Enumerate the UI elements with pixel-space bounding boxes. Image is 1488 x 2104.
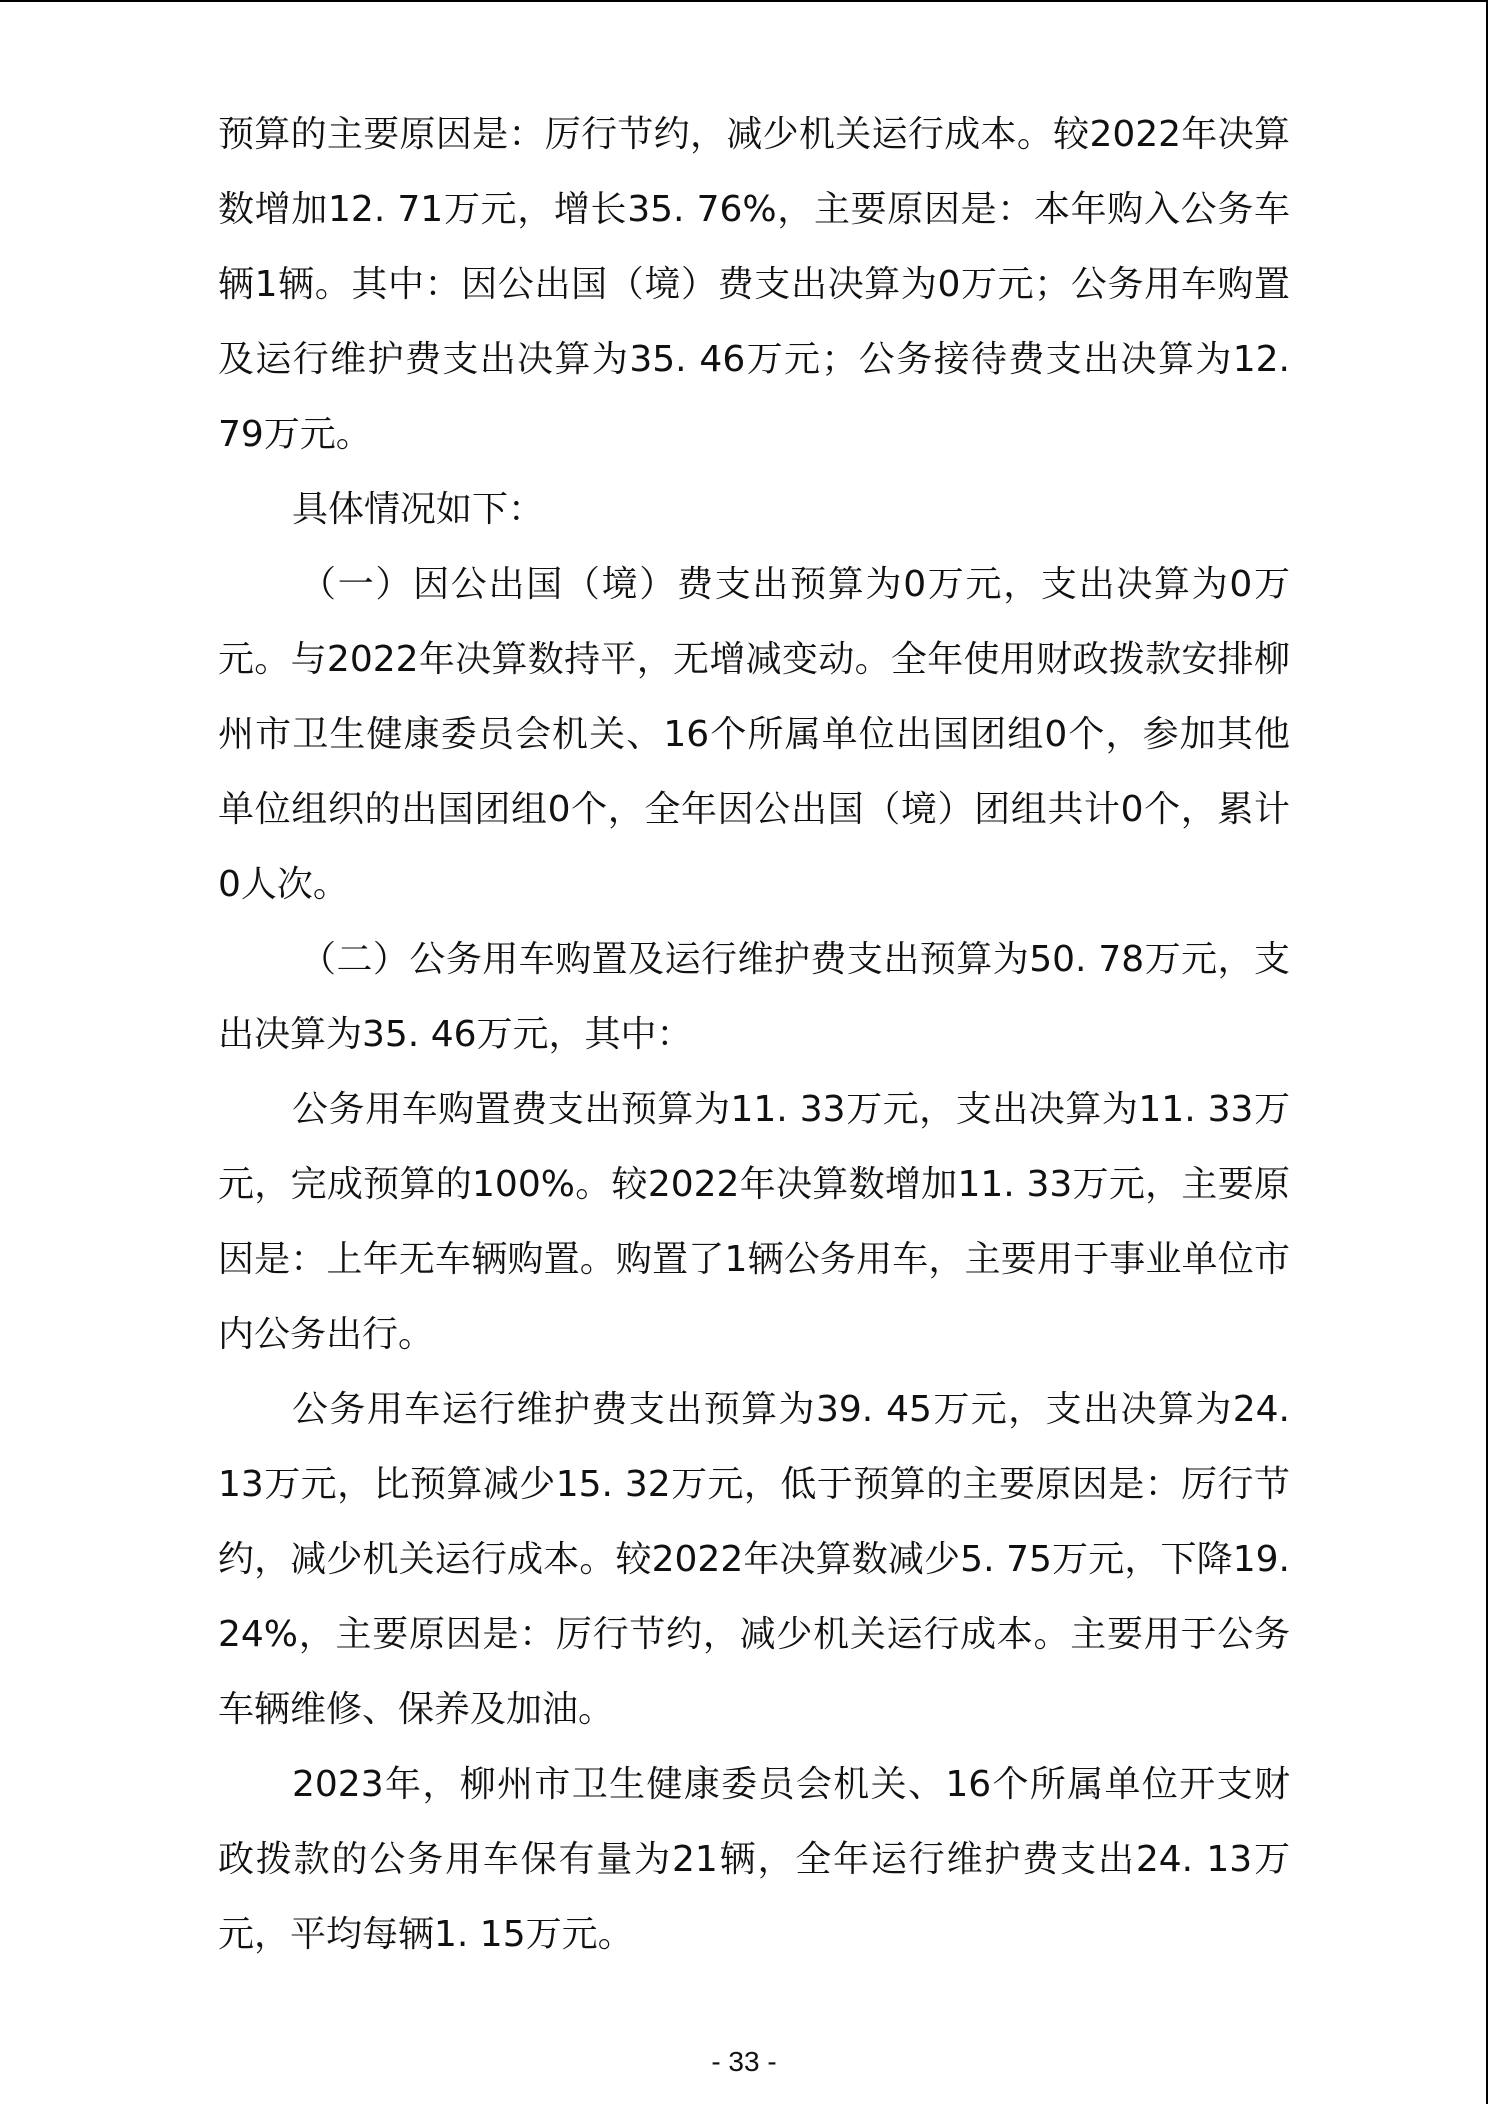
paragraph-overseas-travel: （一）因公出国（境）费支出预算为0万元，支出决算为0万元。与2022年决算数持平，无增减变动。全年使用财政拨款安排柳州市卫生健康委员会机关、16个所属单位出国团组0个，参加其他单位组织的出国团组0个，全年因公出国（境）团组共计0个，累计0人次。	[218, 564, 1290, 905]
paragraph-vehicle-purchase: 公务用车购置费支出预算为11. 33万元，支出决算为11. 33万元，完成预算的100%。较2022年决算数增加11. 33万元，主要原因是：上年无车辆购置。购置了1辆公务用车，主要用于事业单位市内公务出行。	[218, 1089, 1290, 1355]
body-text	[218, 97, 1290, 1972]
paragraph-details-intro: 具体情况如下：	[292, 489, 545, 530]
page-number: - 33 -	[711, 2046, 777, 2077]
paragraph-vehicle-expenses: （二）公务用车购置及运行维护费支出预算为50. 78万元，支出决算为35. 46万元，其中：	[218, 939, 1290, 1055]
paragraph-vehicle-maintenance: 公务用车运行维护费支出预算为39. 45万元，支出决算为24. 13万元，比预算减少15. 32万元，低于预算的主要原因是：厉行节约，减少机关运行成本。较2022年决算数减少5. 75万元，下降19. 24%，主要原因是：厉行节约，减少机关运行成本。主要用于公务车辆维修、保养及加油。	[218, 1389, 1290, 1730]
paragraph-vehicle-fleet: 2023年，柳州市卫生健康委员会机关、16个所属单位开支财政拨款的公务用车保有量为21辆，全年运行维护费支出24. 13万元，平均每辆1. 15万元。	[218, 1764, 1290, 1955]
paragraph-continuation: 预算的主要原因是：厉行节约，减少机关运行成本。较2022年决算数增加12. 71万元，增长35. 76%，主要原因是：本年购入公务车辆1辆。其中：因公出国（境）费支出决算为0万元；公务用车购置及运行维护费支出决算为35. 46万元；公务接待费支出决算为12. 79万元。	[218, 114, 1290, 455]
